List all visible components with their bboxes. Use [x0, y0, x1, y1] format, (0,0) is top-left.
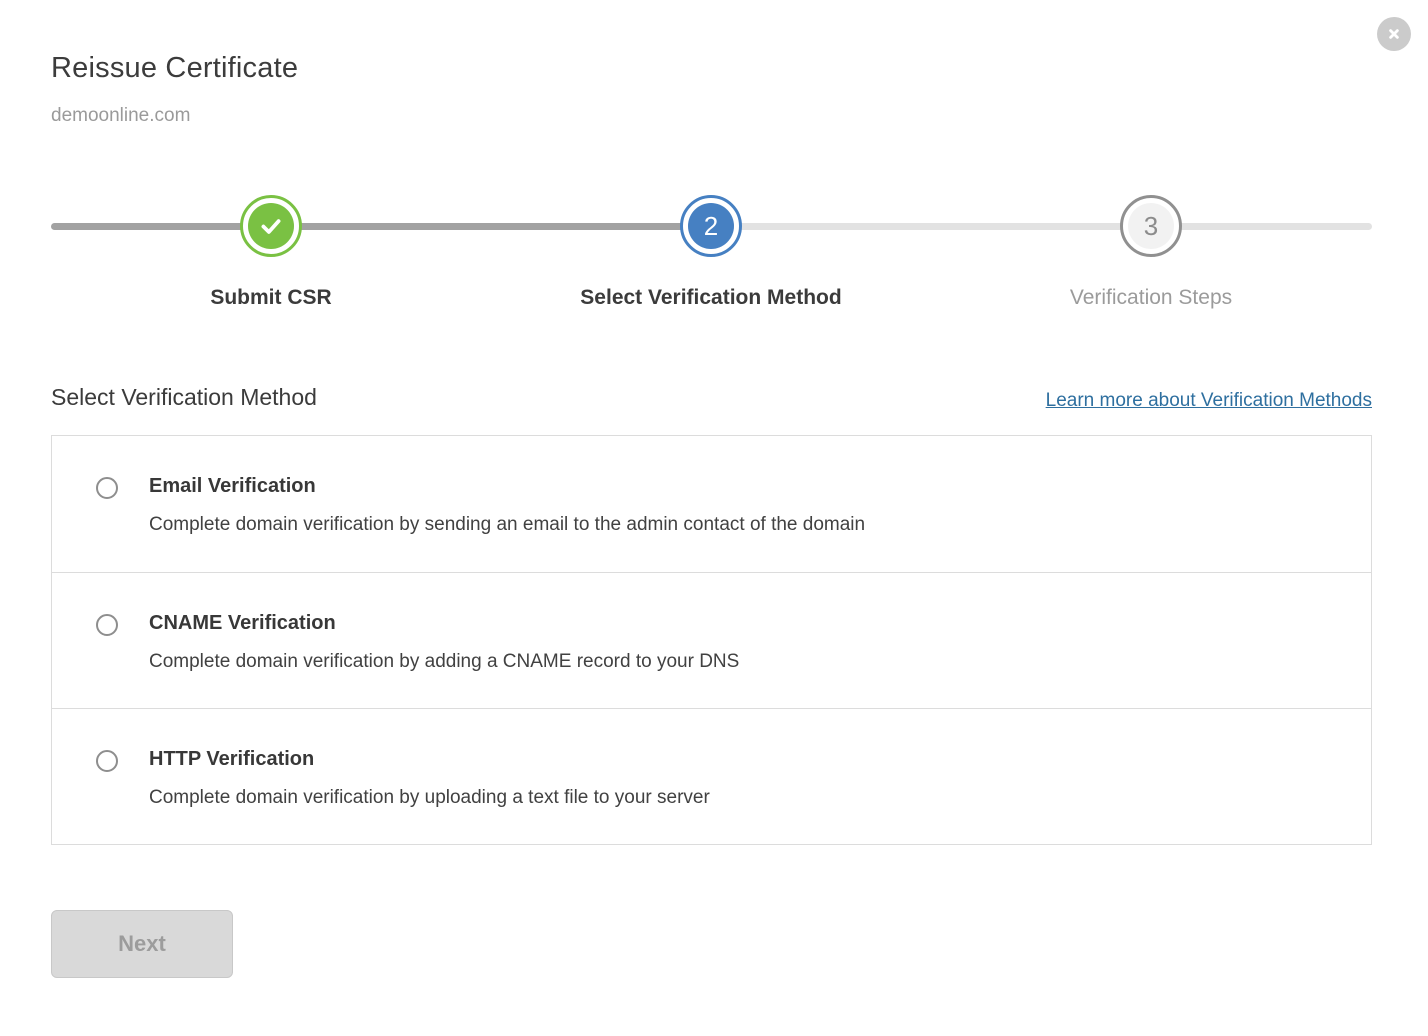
option-http-title: HTTP Verification [149, 748, 315, 770]
option-http-description: Complete domain verification by uploading a text file to your server [149, 787, 710, 808]
checkmark-icon [248, 203, 294, 249]
close-icon [1385, 25, 1403, 43]
step-3-indicator [1120, 195, 1182, 257]
learn-more-link[interactable]: Learn more about Verification Methods [1045, 390, 1372, 411]
step-2-label: Select Verification Method [580, 286, 842, 309]
radio-email-verification[interactable] [96, 477, 118, 499]
option-cname-description: Complete domain verification by adding a CNAME record to your DNS [149, 651, 740, 672]
option-cname-title: CNAME Verification [149, 612, 336, 634]
step-2-indicator [680, 195, 742, 257]
option-email-title: Email Verification [149, 475, 316, 497]
step-3-label: Verification Steps [1069, 286, 1233, 309]
option-email-verification[interactable] [52, 436, 1371, 572]
option-cname-verification[interactable] [52, 572, 1371, 708]
radio-cname-verification[interactable] [96, 614, 118, 636]
step-3-number: 3 [1128, 203, 1174, 249]
step-1-label: Submit CSR [210, 286, 332, 309]
step-1-indicator [240, 195, 302, 257]
section-heading: Select Verification Method [51, 384, 317, 410]
page-title: Reissue Certificate [51, 52, 299, 84]
progress-stepper [51, 195, 1372, 325]
progress-line-completed [51, 223, 711, 230]
option-email-description: Complete domain verification by sending an email to the admin contact of the domain [149, 514, 866, 535]
next-button[interactable]: Next [51, 910, 233, 978]
domain-subtitle: demoonline.com [51, 105, 191, 126]
progress-line-upcoming [711, 223, 1372, 230]
radio-http-verification[interactable] [96, 750, 118, 772]
step-2-number: 2 [688, 203, 734, 249]
verification-options-list [51, 435, 1372, 845]
close-button[interactable] [1377, 17, 1411, 51]
option-http-verification[interactable] [52, 708, 1371, 844]
